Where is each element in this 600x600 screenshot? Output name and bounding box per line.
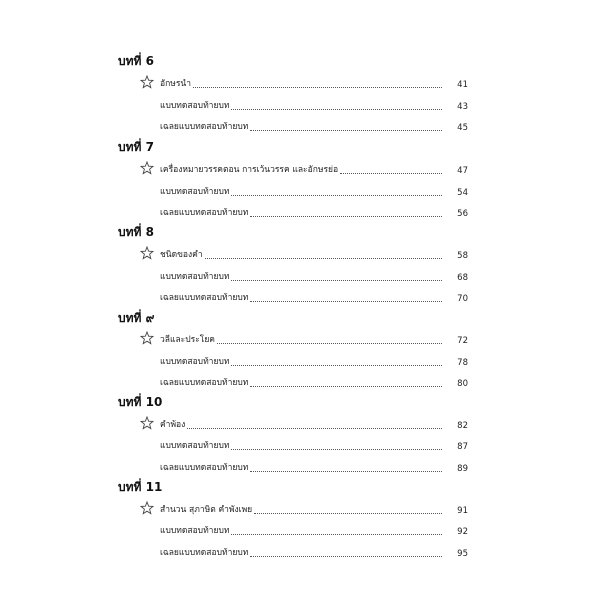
toc-entry[interactable] <box>160 438 468 452</box>
dot-leader <box>250 471 442 472</box>
dot-leader <box>231 534 442 535</box>
page-number: 78 <box>457 358 468 368</box>
dot-leader <box>231 195 442 196</box>
toc-entry[interactable] <box>160 269 468 283</box>
toc-entry[interactable] <box>160 375 468 389</box>
page-number: 47 <box>457 166 468 176</box>
entry-label: สำนวน สุภาษิต คำพังเพย <box>160 505 253 515</box>
entry-label: วลีและประโยค <box>160 335 215 345</box>
dot-leader <box>340 173 442 174</box>
entry-label: เฉลยแบบทดสอบท้ายบท <box>160 293 249 303</box>
toc-entry[interactable] <box>160 205 468 219</box>
toc-entry[interactable] <box>160 162 468 176</box>
toc-entry[interactable] <box>160 354 468 368</box>
toc-entry[interactable] <box>160 417 468 431</box>
entry-label: เฉลยแบบทดสอบท้ายบท <box>160 208 249 218</box>
chapter-title: บทที่ ๙ <box>118 311 155 325</box>
chapter-title: บทที่ 6 <box>118 54 154 68</box>
toc-entry[interactable] <box>160 119 468 133</box>
page-number: 68 <box>457 273 468 283</box>
entry-label: ชนิดของคำ <box>160 250 203 260</box>
page-number: 56 <box>457 209 468 219</box>
toc-entry[interactable] <box>160 290 468 304</box>
entry-label: เฉลยแบบทดสอบท้ายบท <box>160 548 249 558</box>
dot-leader <box>250 556 442 557</box>
entry-label: เฉลยแบบทดสอบท้ายบท <box>160 463 249 473</box>
entry-label: แบบทดสอบท้ายบท <box>160 187 230 197</box>
dot-leader <box>231 365 442 366</box>
star-outline-icon <box>140 416 154 430</box>
toc-entry[interactable] <box>160 98 468 112</box>
page-number: 54 <box>457 188 468 198</box>
dot-leader <box>250 130 442 131</box>
chapter-title: บทที่ 10 <box>118 395 163 409</box>
toc-entry[interactable] <box>160 247 468 261</box>
entry-label: แบบทดสอบท้ายบท <box>160 272 230 282</box>
page-number: 41 <box>457 80 468 90</box>
entry-label: แบบทดสอบท้ายบท <box>160 357 230 367</box>
star-outline-icon <box>140 501 154 515</box>
chapter-title: บทที่ 7 <box>118 140 154 154</box>
star-outline-icon <box>140 246 154 260</box>
page-number: 91 <box>457 506 468 516</box>
toc-entry[interactable] <box>160 184 468 198</box>
page-number: 72 <box>457 336 468 346</box>
page-number: 43 <box>457 102 468 112</box>
star-outline-icon <box>140 75 154 89</box>
toc-entry[interactable] <box>160 76 468 90</box>
toc-entry[interactable] <box>160 523 468 537</box>
dot-leader <box>231 449 442 450</box>
dot-leader <box>250 216 442 217</box>
chapter-title: บทที่ 8 <box>118 225 154 239</box>
entry-label: แบบทดสอบท้ายบท <box>160 101 230 111</box>
entry-label: เฉลยแบบทดสอบท้ายบท <box>160 122 249 132</box>
dot-leader <box>187 428 442 429</box>
entry-label: เครื่องหมายวรรคตอน การเว้นวรรค และอักษรย่อ <box>160 165 339 175</box>
dot-leader <box>254 513 442 514</box>
page-number: 45 <box>457 123 468 133</box>
page-number: 58 <box>457 251 468 261</box>
dot-leader <box>217 343 442 344</box>
toc-entry[interactable] <box>160 332 468 346</box>
star-outline-icon <box>140 331 154 345</box>
entry-label: แบบทดสอบท้ายบท <box>160 526 230 536</box>
entry-label: คำพ้อง <box>160 420 186 430</box>
page-number: 87 <box>457 442 468 452</box>
page-number: 92 <box>457 527 468 537</box>
entry-label: แบบทดสอบท้ายบท <box>160 441 230 451</box>
chapter-title: บทที่ 11 <box>118 480 163 494</box>
dot-leader <box>250 301 442 302</box>
page-number: 82 <box>457 421 468 431</box>
page-number: 89 <box>457 464 468 474</box>
dot-leader <box>193 87 442 88</box>
page-number: 95 <box>457 549 468 559</box>
page-number: 80 <box>457 379 468 389</box>
entry-label: เฉลยแบบทดสอบท้ายบท <box>160 378 249 388</box>
dot-leader <box>205 258 442 259</box>
toc-entry[interactable] <box>160 460 468 474</box>
entry-label: อักษรนำ <box>160 79 192 89</box>
star-outline-icon <box>140 161 154 175</box>
dot-leader <box>231 280 442 281</box>
dot-leader <box>250 386 442 387</box>
toc-entry[interactable] <box>160 502 468 516</box>
dot-leader <box>231 109 442 110</box>
page-number: 70 <box>457 294 468 304</box>
toc-entry[interactable] <box>160 545 468 559</box>
